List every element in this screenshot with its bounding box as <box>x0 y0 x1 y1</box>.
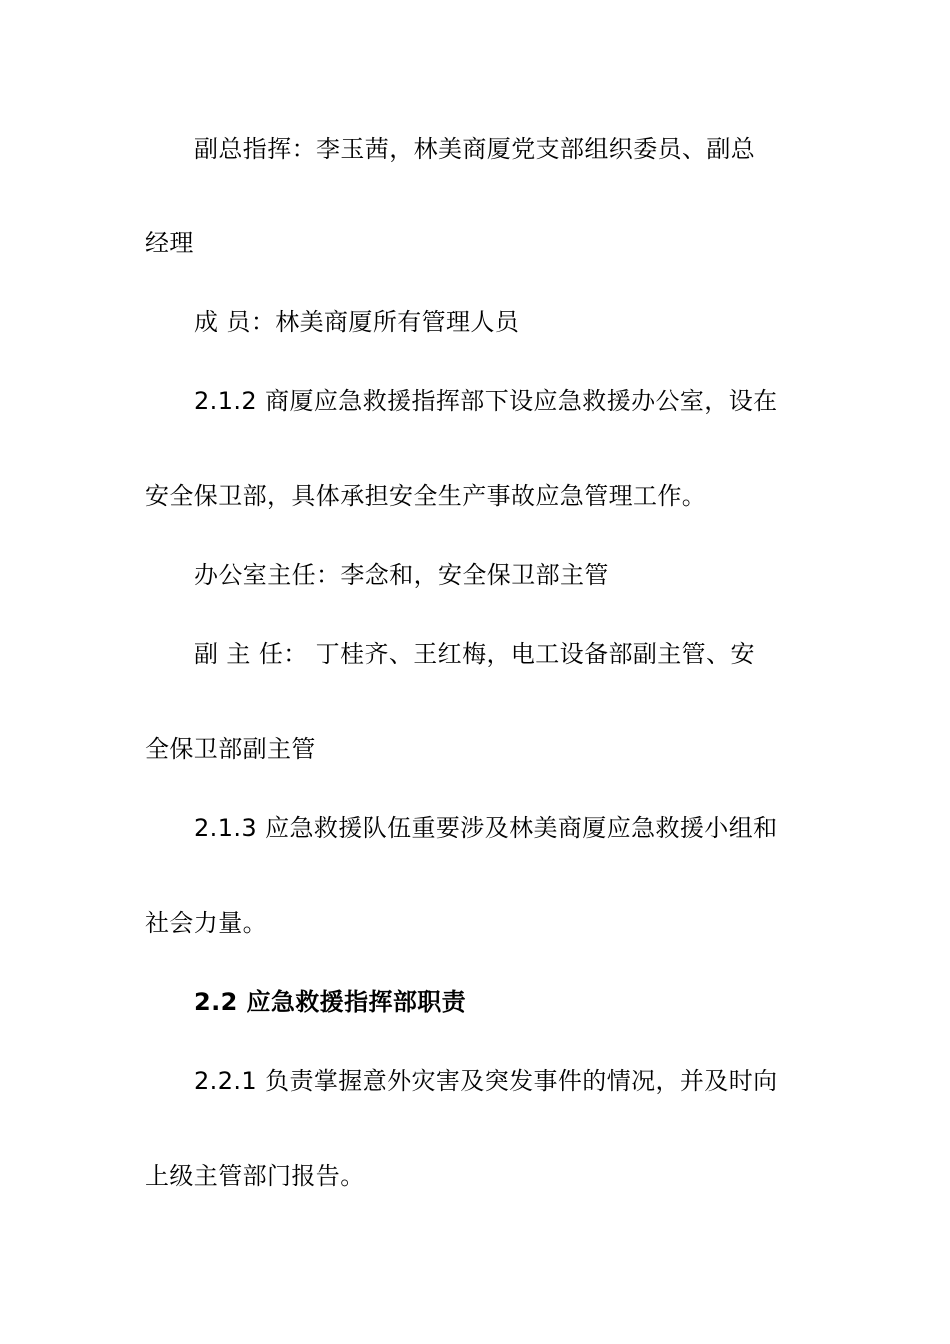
paragraph-2-2-1-line-2: 上级主管部门报告。 <box>145 1162 365 1190</box>
paragraph-deputy-director-line-1: 副 主 任： 丁桂齐、王红梅，电工设备部副主管、安 <box>194 640 755 668</box>
paragraph-deputy-commander-line-2: 经理 <box>145 229 194 257</box>
section-heading-2-2: 2.2 应急救援指挥部职责 <box>194 988 467 1016</box>
paragraph-2-2-1-line-1: 2.2.1 负责掌握意外灾害及突发事件的情况，并及时向 <box>194 1067 778 1095</box>
paragraph-deputy-commander-line-1: 副总指挥：李玉茜，林美商厦党支部组织委员、副总 <box>194 135 756 163</box>
paragraph-deputy-director-line-2: 全保卫部副主管 <box>145 735 316 763</box>
paragraph-2-1-2-line-2: 安全保卫部，具体承担安全生产事故应急管理工作。 <box>145 482 707 510</box>
paragraph-2-1-2-line-1: 2.1.2 商厦应急救援指挥部下设应急救援办公室，设在 <box>194 387 778 415</box>
paragraph-2-1-3-line-1: 2.1.3 应急救援队伍重要涉及林美商厦应急救援小组和 <box>194 814 778 842</box>
paragraph-office-director: 办公室主任：李念和，安全保卫部主管 <box>194 561 609 589</box>
paragraph-members: 成 员：林美商厦所有管理人员 <box>194 308 520 336</box>
paragraph-2-1-3-line-2: 社会力量。 <box>145 909 267 937</box>
